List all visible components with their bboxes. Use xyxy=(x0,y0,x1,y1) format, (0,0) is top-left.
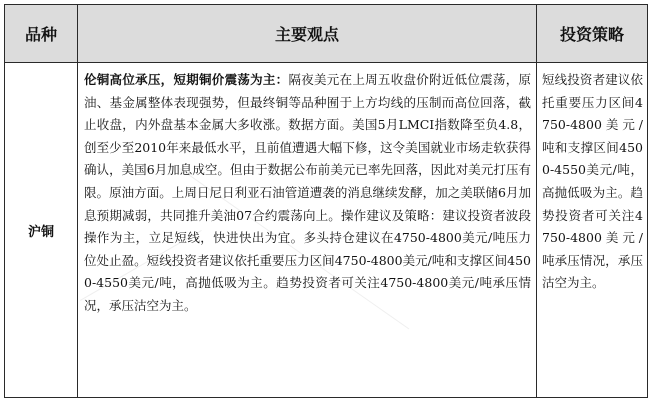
header-strategy: 投资策略 xyxy=(537,5,648,63)
variety-cell: 沪铜 xyxy=(5,63,78,398)
strategy-cell: 短线投资者建议依托重要压力区间4750-4800美元/吨和支撑区间4500-4550美元/吨，高抛低吸为主。趋势投资者可关注4750-4800美元/吨承压情况，承压沽空为主。 xyxy=(537,63,648,398)
table-header-row xyxy=(5,5,648,63)
view-lead: 伦铜高位承压，短期铜价震荡为主： xyxy=(84,72,289,87)
header-main-view: 主要观点 xyxy=(78,5,537,63)
header-variety: 品种 xyxy=(5,5,78,63)
main-view-cell xyxy=(78,63,537,398)
commodity-view-table xyxy=(4,4,648,398)
view-body: 隔夜美元在上周五收盘价附近低位震荡，原油、基金属整体表现强势，但最终铜等品种囿于上方均线的压制而高位回落，截止收盘，内外盘基本金属大多收涨。数据方面。美国5月LMCI指数降至负4.8，创至少至2010年来最低水平，且前值遭遇大幅下修，这令美国就业市场走软获得确认，美国6月加息成空。但由于数据公布前美元已率先回落，因此对美元打压有限。原油方面。上周日尼日利亚石油管道遭袭的消息继续发酵，加之美联储6月加息预期减弱，共同推升美油07合约震荡向上。操作建议及策略：建议投资者波段操作为主，立足短线，快进快出为宜。多头持仓建议在4750-4800美元/吨压力位处止盈。短线投资者建议依托重要压力区间4750-4800美元/吨和支撑区间4500-4550美元/吨，高抛低吸为主。趋势投资者可关注4750-4800美元/吨承压情况，承压沽空为主。 xyxy=(84,72,531,313)
table-row xyxy=(5,63,648,398)
